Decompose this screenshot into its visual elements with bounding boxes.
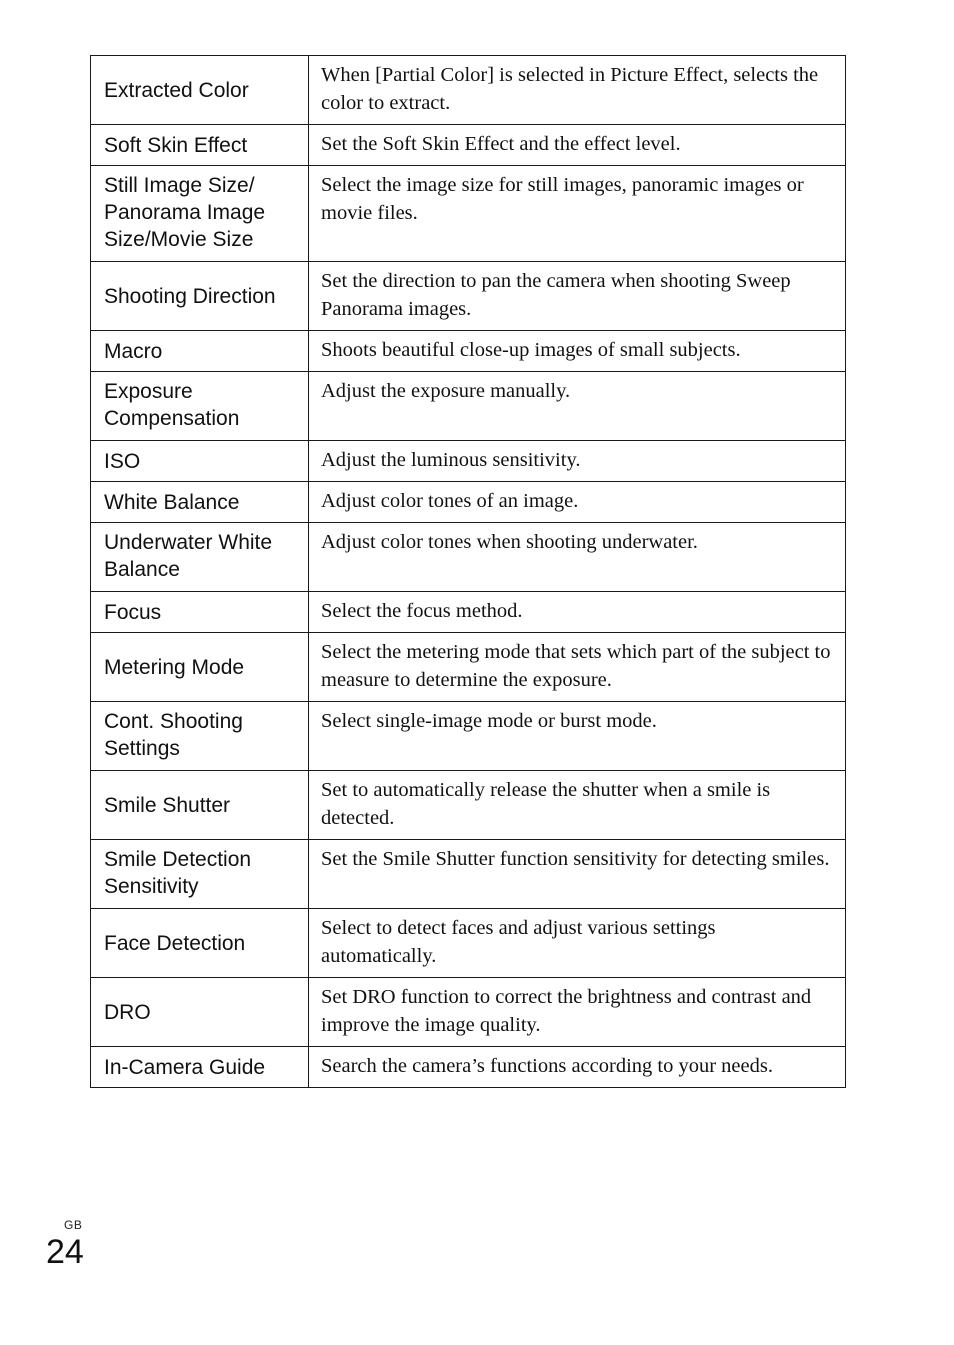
function-description-cell: Adjust the luminous sensitivity. [309, 441, 846, 482]
function-name-cell: Underwater White Balance [91, 523, 309, 592]
function-description-cell: Select the metering mode that sets which part of the subject to measure to determine the exposure. [309, 633, 846, 702]
function-table-body [91, 56, 846, 1088]
function-description-cell: Adjust color tones when shooting underwater. [309, 523, 846, 592]
function-description-cell: When [Partial Color] is selected in Picture Effect, selects the color to extract. [309, 56, 846, 125]
function-description-cell: Select the image size for still images, panoramic images or movie files. [309, 166, 846, 262]
table-row [91, 331, 846, 372]
function-description-cell: Select single-image mode or burst mode. [309, 702, 846, 771]
function-description-cell: Search the camera’s functions according to your needs. [309, 1047, 846, 1088]
function-name-cell: Extracted Color [91, 56, 309, 125]
function-name-cell: Shooting Direction [91, 262, 309, 331]
function-name-cell: DRO [91, 978, 309, 1047]
function-name-cell: ISO [91, 441, 309, 482]
function-name-cell: Still Image Size/ Panorama Image Size/Movie Size [91, 166, 309, 262]
function-name-cell: Metering Mode [91, 633, 309, 702]
table-row [91, 702, 846, 771]
table-row [91, 482, 846, 523]
function-description-cell: Set the direction to pan the camera when shooting Sweep Panorama images. [309, 262, 846, 331]
function-name-cell: White Balance [91, 482, 309, 523]
table-row [91, 523, 846, 592]
function-name-cell: Focus [91, 592, 309, 633]
function-description-cell: Set DRO function to correct the brightness and contrast and improve the image quality. [309, 978, 846, 1047]
function-description-cell: Adjust color tones of an image. [309, 482, 846, 523]
table-row [91, 125, 846, 166]
function-name-cell: Smile Detection Sensitivity [91, 840, 309, 909]
table-row [91, 592, 846, 633]
function-name-cell: Exposure Compensation [91, 372, 309, 441]
function-description-cell: Set the Soft Skin Effect and the effect level. [309, 125, 846, 166]
table-row [91, 771, 846, 840]
function-table [90, 55, 846, 1088]
page-number: 24 [46, 1233, 84, 1271]
table-row [91, 978, 846, 1047]
function-name-cell: Soft Skin Effect [91, 125, 309, 166]
table-row [91, 441, 846, 482]
function-description-cell: Set the Smile Shutter function sensitivity for detecting smiles. [309, 840, 846, 909]
table-row [91, 840, 846, 909]
table-row [91, 262, 846, 331]
function-description-cell: Adjust the exposure manually. [309, 372, 846, 441]
function-description-cell: Select to detect faces and adjust various settings automatically. [309, 909, 846, 978]
function-name-cell: In-Camera Guide [91, 1047, 309, 1088]
table-row [91, 633, 846, 702]
function-name-cell: Smile Shutter [91, 771, 309, 840]
table-row [91, 909, 846, 978]
function-name-cell: Macro [91, 331, 309, 372]
function-name-cell: Face Detection [91, 909, 309, 978]
table-row [91, 1047, 846, 1088]
region-code: GB [64, 1218, 83, 1232]
function-description-cell: Select the focus method. [309, 592, 846, 633]
table-row [91, 166, 846, 262]
table-row [91, 56, 846, 125]
table-row [91, 372, 846, 441]
function-name-cell: Cont. Shooting Settings [91, 702, 309, 771]
function-description-cell: Set to automatically release the shutter when a smile is detected. [309, 771, 846, 840]
function-description-cell: Shoots beautiful close-up images of small subjects. [309, 331, 846, 372]
